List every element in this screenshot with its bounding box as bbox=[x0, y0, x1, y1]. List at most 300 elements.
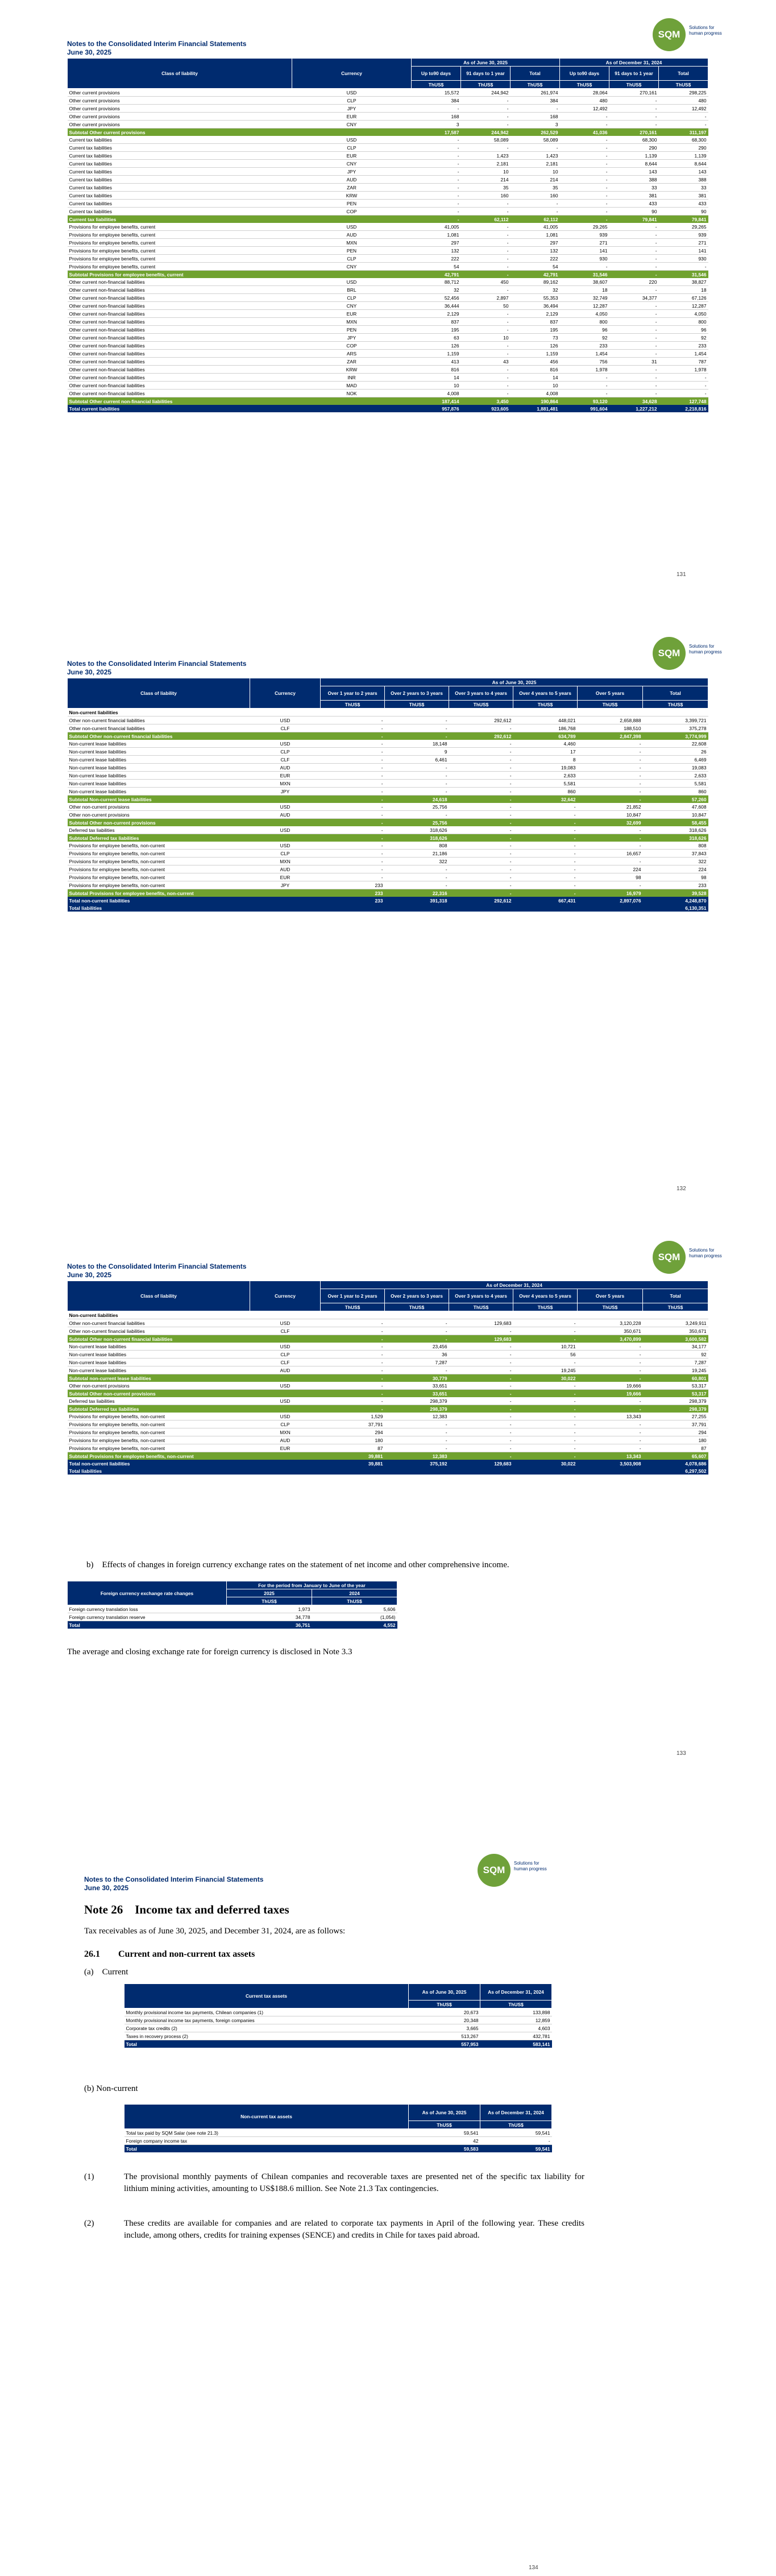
table-row bbox=[68, 873, 708, 881]
col-currency: Currency bbox=[250, 1281, 321, 1311]
value-cell: 39,881 bbox=[321, 1460, 385, 1467]
currency-cell bbox=[250, 732, 321, 740]
column-header: 91 days to 1 year bbox=[461, 67, 511, 81]
value-cell: - bbox=[609, 121, 659, 129]
value-cell: 14 bbox=[412, 374, 461, 382]
logo-circle: SQM bbox=[653, 637, 686, 670]
subtotal-row bbox=[68, 732, 708, 740]
value-cell: 298,379 bbox=[643, 1405, 708, 1413]
table-row bbox=[68, 1343, 708, 1351]
value-cell: 318,626 bbox=[385, 826, 449, 834]
currency-cell: CLP bbox=[292, 255, 412, 263]
value-cell: 19,083 bbox=[513, 764, 578, 772]
currency-cell: CNY bbox=[292, 263, 412, 271]
row-label: Subtotal Other non-current financial liabilities bbox=[68, 1335, 250, 1343]
value-cell: - bbox=[609, 350, 659, 358]
value-cell: 4,008 bbox=[511, 390, 560, 397]
logo-circle: SQM bbox=[478, 1854, 511, 1887]
total-row bbox=[68, 405, 708, 412]
value-cell: 32 bbox=[511, 286, 560, 294]
value-cell: - bbox=[412, 200, 461, 208]
value-cell: 127,748 bbox=[659, 397, 708, 405]
value-cell: 1,973 bbox=[227, 1605, 312, 1613]
value-cell: - bbox=[461, 366, 511, 374]
row-label: Current tax liabilities bbox=[68, 216, 292, 223]
value-cell: 60,801 bbox=[643, 1374, 708, 1382]
page-header bbox=[67, 660, 246, 677]
value-cell: 87 bbox=[321, 1444, 385, 1452]
value-cell: - bbox=[321, 772, 385, 780]
value-cell: 350,671 bbox=[578, 1327, 643, 1335]
value-cell: 939 bbox=[659, 231, 708, 239]
value-cell: - bbox=[659, 263, 708, 271]
value-cell: 2,129 bbox=[511, 310, 560, 318]
value-cell: 860 bbox=[643, 788, 708, 796]
value-cell: 1,139 bbox=[609, 152, 659, 160]
table-row bbox=[68, 1366, 708, 1374]
value-cell bbox=[385, 1467, 449, 1475]
col-class: Class of liability bbox=[68, 59, 292, 89]
value-cell: - bbox=[461, 97, 511, 105]
value-cell: 1,139 bbox=[659, 152, 708, 160]
value-cell: - bbox=[461, 318, 511, 326]
table-row bbox=[68, 772, 708, 780]
value-cell: - bbox=[461, 382, 511, 390]
value-cell: 1,454 bbox=[560, 350, 609, 358]
value-cell: - bbox=[578, 1374, 643, 1382]
value-cell: - bbox=[659, 390, 708, 397]
column-header: Over 4 years to 5 years bbox=[513, 686, 578, 701]
value-cell: 923,605 bbox=[461, 405, 511, 412]
value-cell: 13,343 bbox=[578, 1452, 643, 1460]
value-cell: - bbox=[578, 756, 643, 764]
currency-cell: USD bbox=[250, 1319, 321, 1327]
currency-cell: CNY bbox=[292, 121, 412, 129]
value-cell: 30,022 bbox=[513, 1374, 578, 1382]
value-cell: - bbox=[321, 1366, 385, 1374]
value-cell: 391,318 bbox=[385, 897, 449, 904]
table-body bbox=[68, 89, 708, 413]
row-label: Current tax liabilities bbox=[68, 152, 292, 160]
table-row bbox=[68, 239, 708, 247]
currency-cell: NOK bbox=[292, 390, 412, 397]
row-label: Total bbox=[125, 2145, 409, 2153]
subtotal-row bbox=[68, 819, 708, 827]
value-cell: 2,897 bbox=[461, 294, 511, 302]
value-cell: 1,454 bbox=[659, 350, 708, 358]
value-cell: 52,456 bbox=[412, 294, 461, 302]
value-cell: - bbox=[461, 310, 511, 318]
table-body bbox=[68, 1605, 397, 1629]
row-label: Other non-current provisions bbox=[68, 803, 250, 811]
value-cell: - bbox=[578, 788, 643, 796]
value-cell: - bbox=[321, 1343, 385, 1351]
value-cell: - bbox=[385, 780, 449, 788]
value-cell bbox=[513, 1311, 578, 1319]
value-cell: - bbox=[461, 271, 511, 279]
col-2025: As of June 30, 2025 bbox=[409, 1984, 480, 2001]
currency-cell: PEN bbox=[292, 247, 412, 255]
value-cell: - bbox=[560, 160, 609, 168]
value-cell: 318,626 bbox=[385, 834, 449, 842]
table-row bbox=[68, 168, 708, 176]
row-label: Subtotal Other current provisions bbox=[68, 129, 292, 136]
row-label: Provisions for employee benefits, non-current bbox=[68, 1436, 250, 1444]
value-cell: - bbox=[449, 1452, 513, 1460]
table-row bbox=[68, 160, 708, 168]
value-cell: - bbox=[513, 881, 578, 889]
value-cell: 388 bbox=[609, 176, 659, 184]
row-label: Other current non-financial liabilities bbox=[68, 350, 292, 358]
header-title: Notes to the Consolidated Interim Financial Statements bbox=[67, 660, 247, 668]
value-cell: 133,898 bbox=[480, 2008, 552, 2016]
unit-header: ThUS$ bbox=[385, 1303, 449, 1311]
value-cell: 19,083 bbox=[643, 764, 708, 772]
value-cell: - bbox=[609, 97, 659, 105]
unit-header: ThUS$ bbox=[511, 81, 560, 89]
row-label: Subtotal Deferred tax liabilities bbox=[68, 834, 250, 842]
value-cell: 35 bbox=[511, 184, 560, 192]
value-cell: 381 bbox=[659, 192, 708, 200]
column-header: Over 1 year to 2 years bbox=[321, 1289, 385, 1303]
value-cell: 19,666 bbox=[578, 1382, 643, 1390]
value-cell: - bbox=[513, 1436, 578, 1444]
value-cell: 557,953 bbox=[409, 2040, 480, 2048]
unit-header: ThUS$ bbox=[449, 1303, 513, 1311]
value-cell: - bbox=[385, 1319, 449, 1327]
unit-header: ThUS$ bbox=[513, 701, 578, 709]
value-cell: - bbox=[321, 858, 385, 865]
column-header: Over 5 years bbox=[578, 1289, 643, 1303]
value-cell: - bbox=[449, 865, 513, 873]
value-cell: (1,054) bbox=[312, 1613, 397, 1621]
currency-cell bbox=[250, 1405, 321, 1413]
currency-cell bbox=[250, 834, 321, 842]
value-cell: 10 bbox=[511, 168, 560, 176]
value-cell: 19,245 bbox=[513, 1366, 578, 1374]
value-cell: - bbox=[461, 247, 511, 255]
logo-tagline: Solutions for human progress bbox=[689, 25, 722, 36]
currency-cell bbox=[250, 1460, 321, 1467]
value-cell: 270,161 bbox=[609, 89, 659, 97]
row-label: Non-current lease liabilities bbox=[68, 1359, 250, 1366]
value-cell: 98 bbox=[643, 873, 708, 881]
value-cell: - bbox=[449, 1390, 513, 1398]
value-cell: 3,120,228 bbox=[578, 1319, 643, 1327]
currency-cell: CLF bbox=[250, 1359, 321, 1366]
value-cell: - bbox=[578, 1420, 643, 1428]
value-cell: 13,343 bbox=[578, 1413, 643, 1420]
value-cell: - bbox=[511, 208, 560, 216]
value-cell: 224 bbox=[578, 865, 643, 873]
value-cell: 222 bbox=[412, 255, 461, 263]
col-currency: Currency bbox=[292, 59, 412, 89]
value-cell: 36,444 bbox=[412, 302, 461, 310]
value-cell: 57,260 bbox=[643, 796, 708, 804]
value-cell: - bbox=[412, 105, 461, 113]
row-label: Other current provisions bbox=[68, 121, 292, 129]
value-cell: - bbox=[609, 382, 659, 390]
value-cell: 375,278 bbox=[643, 724, 708, 732]
value-cell: - bbox=[513, 1428, 578, 1436]
header-title: Notes to the Consolidated Interim Financial Statements bbox=[84, 1875, 264, 1883]
value-cell bbox=[321, 1467, 385, 1475]
table-row bbox=[68, 255, 708, 263]
value-cell: 4,248,870 bbox=[643, 897, 708, 904]
value-cell: 837 bbox=[412, 318, 461, 326]
row-label: Non-current lease liabilities bbox=[68, 780, 250, 788]
footnote-1-text: The provisional monthly payments of Chilean companies and recoverable taxes are presented net of the specific tax liability for lithium mining activities, amounting to US$188.6 million. See Note 21.3 Tax contingencies. bbox=[124, 2172, 584, 2193]
subtotal-row bbox=[68, 1405, 708, 1413]
value-cell: 8,644 bbox=[609, 160, 659, 168]
section-row bbox=[68, 709, 708, 717]
table-row bbox=[68, 113, 708, 121]
value-cell: 168 bbox=[412, 113, 461, 121]
value-cell: 270,161 bbox=[609, 129, 659, 136]
value-cell bbox=[321, 904, 385, 912]
value-cell: 79,841 bbox=[609, 216, 659, 223]
currency-cell bbox=[250, 1467, 321, 1475]
row-label: Total liabilities bbox=[68, 1467, 250, 1475]
row-label: Other non-current financial liabilities bbox=[68, 724, 250, 732]
row-label: Other current non-financial liabilities bbox=[68, 302, 292, 310]
row-label: Non-current lease liabilities bbox=[68, 756, 250, 764]
value-cell: 350,671 bbox=[643, 1327, 708, 1335]
row-label: Non-current lease liabilities bbox=[68, 1343, 250, 1351]
currency-cell: USD bbox=[250, 1343, 321, 1351]
value-cell: - bbox=[609, 255, 659, 263]
value-cell bbox=[513, 709, 578, 717]
value-cell: 634,789 bbox=[513, 732, 578, 740]
currency-cell: ZAR bbox=[292, 358, 412, 366]
currency-cell: EUR bbox=[250, 772, 321, 780]
currency-cell bbox=[292, 397, 412, 405]
value-cell: 36,751 bbox=[227, 1621, 312, 1629]
row-label: Other current non-financial liabilities bbox=[68, 326, 292, 334]
value-cell: 292,612 bbox=[449, 732, 513, 740]
value-cell: 244,942 bbox=[461, 89, 511, 97]
value-cell: 991,604 bbox=[560, 405, 609, 412]
value-cell: 298,379 bbox=[385, 1397, 449, 1405]
value-cell: 37,791 bbox=[321, 1420, 385, 1428]
subtotal-row bbox=[68, 834, 708, 842]
value-cell: 65,607 bbox=[643, 1452, 708, 1460]
value-cell: - bbox=[461, 239, 511, 247]
value-cell: - bbox=[560, 200, 609, 208]
value-cell: 6,461 bbox=[385, 756, 449, 764]
col-class: Class of liability bbox=[68, 678, 250, 709]
group: As of December 31, 2024 bbox=[321, 1281, 708, 1289]
value-cell: 1,978 bbox=[659, 366, 708, 374]
value-cell: 68,300 bbox=[609, 136, 659, 144]
column-header: Total bbox=[659, 67, 708, 81]
value-cell: - bbox=[385, 1436, 449, 1444]
value-cell: 1,529 bbox=[321, 1413, 385, 1420]
value-cell: 58,455 bbox=[643, 819, 708, 827]
currency-cell: USD bbox=[250, 842, 321, 850]
row-label: Other current provisions bbox=[68, 113, 292, 121]
value-cell: - bbox=[385, 1335, 449, 1343]
value-cell: - bbox=[513, 1444, 578, 1452]
header-date: June 30, 2025 bbox=[67, 48, 112, 56]
value-cell: - bbox=[609, 271, 659, 279]
currency-cell: USD bbox=[292, 136, 412, 144]
col-label: Non-current tax assets bbox=[125, 2105, 409, 2129]
value-cell: 9 bbox=[385, 748, 449, 756]
value-cell: 59,541 bbox=[480, 2129, 552, 2137]
col-label: Current tax assets bbox=[125, 1984, 409, 2008]
column-header: Up to90 days bbox=[560, 67, 609, 81]
value-cell: 1,423 bbox=[461, 152, 511, 160]
value-cell: 583,141 bbox=[480, 2040, 552, 2048]
currency-cell: PEN bbox=[292, 200, 412, 208]
value-cell: - bbox=[321, 1335, 385, 1343]
value-cell: 292,612 bbox=[449, 717, 513, 724]
row-label: Non-current liabilities bbox=[68, 709, 250, 717]
value-cell: 29,265 bbox=[659, 223, 708, 231]
currency-cell bbox=[250, 709, 321, 717]
subtotal-row bbox=[68, 796, 708, 804]
current-liabilities-table bbox=[67, 58, 708, 412]
value-cell: - bbox=[461, 326, 511, 334]
value-cell: 68,300 bbox=[659, 136, 708, 144]
currency-cell: CLP bbox=[250, 1351, 321, 1359]
column-header: Total bbox=[643, 686, 708, 701]
value-cell: - bbox=[560, 382, 609, 390]
currency-cell: USD bbox=[292, 89, 412, 97]
value-cell: 233 bbox=[321, 889, 385, 897]
value-cell: 25,756 bbox=[385, 819, 449, 827]
value-cell bbox=[449, 904, 513, 912]
value-cell: 195 bbox=[511, 326, 560, 334]
value-cell: - bbox=[513, 1319, 578, 1327]
total-row bbox=[68, 1460, 708, 1467]
currency-cell: CLF bbox=[250, 1327, 321, 1335]
value-cell: 837 bbox=[511, 318, 560, 326]
row-label: Monthly provisional income tax payments, foreign companies bbox=[125, 2016, 409, 2024]
page-number: 133 bbox=[677, 1750, 686, 1757]
value-cell: 59,583 bbox=[409, 2145, 480, 2153]
table-row bbox=[68, 97, 708, 105]
value-cell: 39,881 bbox=[321, 1452, 385, 1460]
value-cell: 808 bbox=[385, 842, 449, 850]
currency-cell: JPY bbox=[292, 168, 412, 176]
value-cell: - bbox=[321, 740, 385, 748]
value-cell: 54 bbox=[412, 263, 461, 271]
logo-circle: SQM bbox=[653, 18, 686, 51]
value-cell: 930 bbox=[560, 255, 609, 263]
section-row bbox=[68, 1311, 708, 1319]
value-cell: 3,470,899 bbox=[578, 1335, 643, 1343]
value-cell: 3,249,911 bbox=[643, 1319, 708, 1327]
value-cell: - bbox=[412, 168, 461, 176]
currency-cell: COP bbox=[292, 208, 412, 216]
value-cell: - bbox=[513, 1452, 578, 1460]
table-row bbox=[68, 247, 708, 255]
value-cell: 4,460 bbox=[513, 740, 578, 748]
value-cell: - bbox=[609, 326, 659, 334]
value-cell: 180 bbox=[321, 1436, 385, 1444]
table-row bbox=[68, 1359, 708, 1366]
currency-cell: CLP bbox=[292, 144, 412, 152]
table-row bbox=[68, 748, 708, 756]
subtotal-row bbox=[68, 889, 708, 897]
value-cell: 1,881,481 bbox=[511, 405, 560, 412]
row-label: Subtotal Provisions for employee benefits, non-current bbox=[68, 1452, 250, 1460]
value-cell: - bbox=[513, 1397, 578, 1405]
value-cell: 33,651 bbox=[385, 1390, 449, 1398]
value-cell: - bbox=[578, 780, 643, 788]
table-body bbox=[68, 709, 708, 912]
value-cell: - bbox=[609, 310, 659, 318]
value-cell: 10,721 bbox=[513, 1343, 578, 1351]
value-cell: - bbox=[578, 772, 643, 780]
value-cell: - bbox=[513, 1382, 578, 1390]
value-cell: 53,317 bbox=[643, 1382, 708, 1390]
currency-cell: USD bbox=[250, 826, 321, 834]
row-label: Provisions for employee benefits, non-current bbox=[68, 865, 250, 873]
table-row bbox=[125, 2137, 552, 2145]
row-label: Other current non-financial liabilities bbox=[68, 358, 292, 366]
value-cell: 271 bbox=[659, 239, 708, 247]
value-cell: 957,876 bbox=[412, 405, 461, 412]
total-row bbox=[125, 2145, 552, 2153]
value-cell: 88,712 bbox=[412, 278, 461, 286]
value-cell: 32,642 bbox=[513, 796, 578, 804]
row-label: Other current non-financial liabilities bbox=[68, 278, 292, 286]
value-cell bbox=[643, 709, 708, 717]
value-cell: 318,626 bbox=[643, 834, 708, 842]
value-cell: 318,626 bbox=[643, 826, 708, 834]
value-cell: 4,050 bbox=[560, 310, 609, 318]
value-cell: - bbox=[560, 184, 609, 192]
value-cell: - bbox=[321, 1374, 385, 1382]
value-cell: 43 bbox=[461, 358, 511, 366]
column-header: Over 4 years to 5 years bbox=[513, 1289, 578, 1303]
value-cell: - bbox=[578, 826, 643, 834]
value-cell: 233 bbox=[321, 897, 385, 904]
unit-header: ThUS$ bbox=[480, 2001, 552, 2008]
row-label: Total liabilities bbox=[68, 904, 250, 912]
currency-cell: MAD bbox=[292, 382, 412, 390]
currency-cell bbox=[250, 819, 321, 827]
value-cell: 8,644 bbox=[659, 160, 708, 168]
currency-cell: MXN bbox=[250, 1428, 321, 1436]
unit-header: ThUS$ bbox=[659, 81, 708, 89]
value-cell: - bbox=[461, 113, 511, 121]
value-cell: 31,546 bbox=[560, 271, 609, 279]
unit-header: ThUS$ bbox=[409, 2001, 480, 2008]
value-cell: 756 bbox=[560, 358, 609, 366]
value-cell: - bbox=[321, 1390, 385, 1398]
currency-cell: AUD bbox=[250, 811, 321, 819]
unit-header: ThUS$ bbox=[461, 81, 511, 89]
section-26-1-heading: 26.1 Current and non-current tax assets bbox=[84, 1949, 255, 1959]
table-row bbox=[68, 184, 708, 192]
value-cell: 26 bbox=[643, 748, 708, 756]
value-cell: 160 bbox=[511, 192, 560, 200]
row-label: Subtotal non-current lease liabilities bbox=[68, 1374, 250, 1382]
currency-cell: KRW bbox=[292, 366, 412, 374]
value-cell: - bbox=[578, 1397, 643, 1405]
currency-cell: USD bbox=[250, 717, 321, 724]
non-current-label: (b) Non-current bbox=[84, 2084, 138, 2093]
value-cell: 126 bbox=[511, 342, 560, 350]
value-cell: 143 bbox=[659, 168, 708, 176]
value-cell: 480 bbox=[659, 97, 708, 105]
value-cell: - bbox=[449, 858, 513, 865]
value-cell bbox=[449, 1311, 513, 1319]
